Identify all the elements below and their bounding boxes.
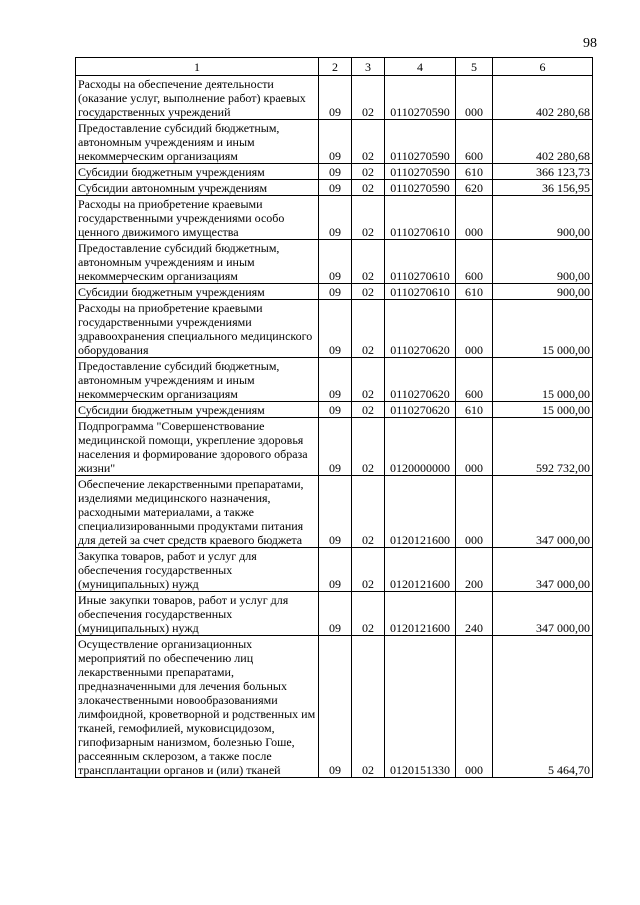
subsection-code-cell: 02 <box>352 120 385 164</box>
expense-name-cell: Субсидии бюджетным учреждениям <box>76 164 319 180</box>
table-header-row <box>76 58 593 76</box>
section-code-cell: 09 <box>319 284 352 300</box>
amount-cell: 15 000,00 <box>493 358 593 402</box>
expense-name-cell: Подпрограмма "Совершенствование медицинской помощи, укрепление здоровья населения и формирование здорового образа жизни" <box>76 418 319 476</box>
expense-type-cell: 000 <box>456 418 493 476</box>
section-code-cell: 09 <box>319 120 352 164</box>
amount-cell: 347 000,00 <box>493 476 593 548</box>
table-row <box>76 164 593 180</box>
subsection-code-cell: 02 <box>352 300 385 358</box>
expense-type-cell: 600 <box>456 120 493 164</box>
subsection-code-cell: 02 <box>352 418 385 476</box>
table-row <box>76 120 593 164</box>
expense-type-cell: 000 <box>456 196 493 240</box>
subsection-code-cell: 02 <box>352 180 385 196</box>
section-code-cell: 09 <box>319 418 352 476</box>
subsection-code-cell: 02 <box>352 402 385 418</box>
target-article-cell: 0110270620 <box>385 300 456 358</box>
table-row <box>76 476 593 548</box>
expense-type-cell: 610 <box>456 284 493 300</box>
target-article-cell: 0110270590 <box>385 180 456 196</box>
target-article-cell: 0110270610 <box>385 240 456 284</box>
column-header: 2 <box>319 58 352 76</box>
budget-table <box>75 57 593 778</box>
table-body <box>76 76 593 778</box>
expense-type-cell: 240 <box>456 592 493 636</box>
amount-cell: 366 123,73 <box>493 164 593 180</box>
subsection-code-cell: 02 <box>352 76 385 120</box>
expense-type-cell: 610 <box>456 164 493 180</box>
expense-name-cell: Предоставление субсидий бюджетным, автономным учреждениям и иным некоммерческим организациям <box>76 358 319 402</box>
expense-type-cell: 600 <box>456 240 493 284</box>
amount-cell: 900,00 <box>493 240 593 284</box>
table-row <box>76 636 593 778</box>
target-article-cell: 0120121600 <box>385 592 456 636</box>
amount-cell: 402 280,68 <box>493 76 593 120</box>
subsection-code-cell: 02 <box>352 284 385 300</box>
amount-cell: 402 280,68 <box>493 120 593 164</box>
target-article-cell: 0120151330 <box>385 636 456 778</box>
expense-name-cell: Субсидии бюджетным учреждениям <box>76 402 319 418</box>
section-code-cell: 09 <box>319 240 352 284</box>
expense-name-cell: Предоставление субсидий бюджетным, автономным учреждениям и иным некоммерческим организациям <box>76 240 319 284</box>
section-code-cell: 09 <box>319 476 352 548</box>
section-code-cell: 09 <box>319 196 352 240</box>
expense-name-cell: Иные закупки товаров, работ и услуг для обеспечения государственных (муниципальных) нужд <box>76 592 319 636</box>
table-row <box>76 180 593 196</box>
amount-cell: 347 000,00 <box>493 548 593 592</box>
expense-type-cell: 000 <box>456 76 493 120</box>
subsection-code-cell: 02 <box>352 592 385 636</box>
section-code-cell: 09 <box>319 548 352 592</box>
target-article-cell: 0120121600 <box>385 548 456 592</box>
subsection-code-cell: 02 <box>352 196 385 240</box>
expense-name-cell: Расходы на приобретение краевыми государственными учреждениями здравоохранения специального медицинского оборудования <box>76 300 319 358</box>
section-code-cell: 09 <box>319 164 352 180</box>
expense-name-cell: Обеспечение лекарственными препаратами, изделиями медицинского назначения, расходными материалами, а также специализированными продуктами питания для детей за счет средств краевого бюджета <box>76 476 319 548</box>
column-header: 4 <box>385 58 456 76</box>
amount-cell: 592 732,00 <box>493 418 593 476</box>
subsection-code-cell: 02 <box>352 476 385 548</box>
table-row <box>76 284 593 300</box>
table-row <box>76 592 593 636</box>
table-row <box>76 418 593 476</box>
subsection-code-cell: 02 <box>352 636 385 778</box>
table-row <box>76 76 593 120</box>
subsection-code-cell: 02 <box>352 164 385 180</box>
table-row <box>76 548 593 592</box>
section-code-cell: 09 <box>319 76 352 120</box>
expense-name-cell: Субсидии бюджетным учреждениям <box>76 284 319 300</box>
page-number: 98 <box>583 36 597 51</box>
target-article-cell: 0110270590 <box>385 164 456 180</box>
expense-type-cell: 000 <box>456 476 493 548</box>
expense-name-cell: Расходы на приобретение краевыми государственными учреждениями особо ценного движимого имущества <box>76 196 319 240</box>
subsection-code-cell: 02 <box>352 548 385 592</box>
section-code-cell: 09 <box>319 592 352 636</box>
column-header: 6 <box>493 58 593 76</box>
section-code-cell: 09 <box>319 300 352 358</box>
expense-type-cell: 000 <box>456 300 493 358</box>
table-row <box>76 358 593 402</box>
amount-cell: 900,00 <box>493 284 593 300</box>
table-row <box>76 240 593 284</box>
target-article-cell: 0110270610 <box>385 196 456 240</box>
target-article-cell: 0110270620 <box>385 358 456 402</box>
expense-type-cell: 610 <box>456 402 493 418</box>
expense-name-cell: Расходы на обеспечение деятельности (оказание услуг, выполнение работ) краевых государственных учреждений <box>76 76 319 120</box>
target-article-cell: 0120121600 <box>385 476 456 548</box>
column-header: 5 <box>456 58 493 76</box>
expense-name-cell: Предоставление субсидий бюджетным, автономным учреждениям и иным некоммерческим организациям <box>76 120 319 164</box>
target-article-cell: 0110270620 <box>385 402 456 418</box>
column-header: 1 <box>76 58 319 76</box>
amount-cell: 347 000,00 <box>493 592 593 636</box>
expense-type-cell: 200 <box>456 548 493 592</box>
target-article-cell: 0120000000 <box>385 418 456 476</box>
table-row <box>76 300 593 358</box>
subsection-code-cell: 02 <box>352 240 385 284</box>
expense-type-cell: 600 <box>456 358 493 402</box>
expense-name-cell: Осуществление организационных мероприятий по обеспечению лиц лекарственными препаратами, предназначенными для лечения больных злокачественными новообразованиями лимфоидной, кроветворной и родственных им тканей, гемофилией, муковисцидозом, гипофизарным нанизмом, болезнью Гоше, рассеянным склерозом, а также после трансплантации органов и (или) тканей <box>76 636 319 778</box>
target-article-cell: 0110270610 <box>385 284 456 300</box>
target-article-cell: 0110270590 <box>385 120 456 164</box>
section-code-cell: 09 <box>319 636 352 778</box>
column-header: 3 <box>352 58 385 76</box>
section-code-cell: 09 <box>319 402 352 418</box>
subsection-code-cell: 02 <box>352 358 385 402</box>
section-code-cell: 09 <box>319 180 352 196</box>
expense-type-cell: 000 <box>456 636 493 778</box>
amount-cell: 900,00 <box>493 196 593 240</box>
expense-name-cell: Закупка товаров, работ и услуг для обеспечения государственных (муниципальных) нужд <box>76 548 319 592</box>
amount-cell: 15 000,00 <box>493 402 593 418</box>
amount-cell: 5 464,70 <box>493 636 593 778</box>
amount-cell: 36 156,95 <box>493 180 593 196</box>
table-row <box>76 402 593 418</box>
target-article-cell: 0110270590 <box>385 76 456 120</box>
amount-cell: 15 000,00 <box>493 300 593 358</box>
expense-type-cell: 620 <box>456 180 493 196</box>
section-code-cell: 09 <box>319 358 352 402</box>
expense-name-cell: Субсидии автономным учреждениям <box>76 180 319 196</box>
table-row <box>76 196 593 240</box>
